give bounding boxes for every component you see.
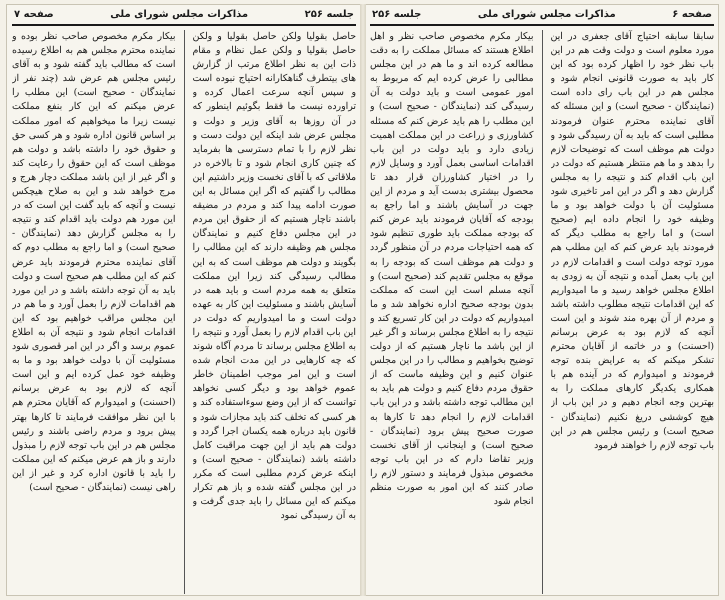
left-page-header — [10, 6, 358, 22]
right-header-rule — [370, 24, 714, 26]
left-header-title: مذاکرات مجلس شورای ملی — [110, 8, 249, 20]
left-page-number: صفحه ۷ — [14, 8, 54, 20]
left-column-2-text: بیکار مکرم مخصوص صاحب نظر بوده و نماینده محترم مجلس هم به اطلاع رسیده است که مطالب باید گفته شود و به آقای رئیس مجلس هم عرض شد (چند نفر از نمایندگان - صحیح است) این مطلب را عرض میکنم که این کار بنفع مملکت نیست زیرا ما میخواهیم که امور مملکت بر اساس قانون اداره شود و هر کسی حق و حقوق خود را داشته باشد و دولت هم موظف است که این حقوق را رعایت کند و اگر غیر از این باشد مملکت دچار هرج و مرج خواهد شد و این به صلاح هیچکس نیست و آنچه که باید گفت این است که در این مورد هم دولت باید اقدام کند و نتیجه را به مجلس گزارش دهد (نمایندگان - صحیح است) و اما راجع به مطلب دوم که آقای نماینده محترم فرمودند باید عرض کنم که این مطلب هم صحیح است و دولت باید به آن توجه داشته باشد و در این مورد هم اقدامات لازم را بعمل آورد و ما هم در این مجلس مراقب خواهیم بود که این اقدامات انجام شود و نتیجه آن به اطلاع عموم برسد و اگر در این امر قصوری شود مسئولیت آن با دولت خواهد بود و ما به وظیفه خود عمل کرده ایم و این است آنچه که لازم بود به عرض برسانم (احسنت) و امیدوارم که آقایان محترم هم با این نظر موافقت فرمایند تا کارها بهتر پیش برود و مردم راضی باشند و رئیس مجلس هم در این باب توجه لازم را مبذول دارند و باز هم عرض میکنم که این مملکت را باید با قانون اداره کرد و غیر از این راهی نیست (نمایندگان - صحیح است) — [12, 31, 176, 493]
left-column-1 — [193, 30, 357, 594]
page-gutter — [360, 4, 366, 596]
left-column-1-text: حاصل بقولیا ولکن حاصل بقولیا و ولکن حاصل بقولیا و ولکن عمل نظام و مقام ذات این به نظر اطلاع مرتب از گزارش های بیتطرف گناهکارانه احتیاج نبوده است و سپس آنچه سرعت اعمال کرده و تراورده نیست ما فقط بگوئیم اینطور که در آن روزها به آقای وزیر و دولت و مجلس عرض شد اینکه این دولت دست و نظر لازم را با تمام دسترسی ها بفرماید که چنین کاری انجام شود و تا بالاخره در ملاقاتی که با آقای نخست وزیر داشتیم این مطالب را گفتیم که اگر این مسائل به این صورت ادامه پیدا کند و مردم در مضیقه باشند ناچار هستیم که از حقوق این مردم در این مجلس دفاع کنیم و نمایندگان مجلس هم وظیفه دارند که این مطالب را بگویند و دولت هم موظف است که به این مطالب رسیدگی کند زیرا این مملکت متعلق به همه مردم است و باید همه در آسایش باشند و مسئولیت این کار به عهده دولت است و ما امیدواریم که دولت در این باب اقدام لازم را بعمل آورد و نتیجه را به اطلاع مجلس برساند تا مردم آگاه شوند که چه کارهایی در این مدت انجام شده است و این امر موجب اطمینان خاطر عموم خواهد بود و دیگر کسی نخواهد توانست که از این وضع سوءاستفاده کند و هر کسی که تخلف کند باید مجازات شود و قانون باید درباره همه یکسان اجرا گردد و دولت هم باید از این جهت مراقبت کامل داشته باشد (نمایندگان - صحیح است) و اینکه عرض کردم مطلبی است که مکرر در این مجلس گفته شده و باز هم تکرار میکنم که این مسائل را باید جدی گرفت و به آن رسیدگی نمود — [192, 31, 356, 522]
right-column-1 — [551, 30, 715, 594]
left-column-divider — [184, 30, 185, 594]
right-session-label: جلسه ۲۵۶ — [372, 8, 422, 20]
left-columns — [12, 30, 356, 594]
left-session-label: جلسه ۲۵۶ — [304, 8, 354, 20]
newspaper-spread — [6, 4, 719, 596]
left-page — [10, 4, 358, 596]
right-page-header — [368, 6, 716, 22]
right-page-number: صفحه ۶ — [672, 8, 712, 20]
right-page — [368, 4, 716, 596]
right-header-title: مذاکرات مجلس شورای ملی — [477, 8, 616, 20]
left-column-2 — [12, 30, 176, 594]
left-header-rule — [12, 24, 356, 26]
right-column-divider — [542, 30, 543, 594]
right-column-2-text: بیکار مکرم مخصوص صاحب نظر و اهل اطلاع هستند که مسائل مملکت را به دقت مطالعه کرده اند و ما هم در این مجلس مطالبی را عرض کرده ایم که مربوط به امور عمومی است و باید دولت به آن رسیدگی کند (نمایندگان - صحیح است) و این مطلب را هم باید عرض کنم که مسئله کشاورزی و زراعت در این مملکت اهمیت زیادی دارد و باید دولت در این باب اقدامات اساسی بعمل آورد و وسایل لازم را در اختیار کشاورزان قرار دهد تا محصول بیشتری بدست آید و مردم از این جهت در آسایش باشند و اما راجع به بودجه که آقایان فرمودند باید عرض کنم که بودجه مملکت باید طوری تنظیم شود که همه احتیاجات مردم در آن منظور گردد و دولت هم موظف است که بودجه را به موقع به مجلس تقدیم کند (صحیح است) و آنچه مسلم است این است که مملکت بدون بودجه صحیح اداره نخواهد شد و ما امیدواریم که دولت در این کار تسریع کند و نتیجه را به اطلاع مجلس برساند و اگر غیر از این باشد ما ناچار هستیم که از دولت توضیح بخواهیم و مطالب را در این مجلس عنوان کنیم و این وظیفه ماست که از حقوق مردم دفاع کنیم و دولت هم باید به این مطالب توجه داشته باشد و در این باب اقدامات لازم را انجام دهد تا کارها به صورت صحیح پیش برود (نمایندگان - صحیح است) و اینجانب از آقای نخست وزیر تقاضا دارم که در این باب توجه مخصوص مبذول فرمایند و دستور لازم را صادر کنند که این امور به صورت منظم انجام شود — [370, 31, 534, 508]
right-column-1-text: سابقا سابقه احتیاج آقای جعفری در این مورد معلوم است و دولت وقت هم در این باب نظر خود را اظهار کرده بود که این کار باید به صورت قانونی انجام شود و مجلس هم در این باب رای داده است (نمایندگان - صحیح است) و این مسئله که آقای نماینده محترم عنوان فرمودند مطلبی است که باید به آن رسیدگی شود و دولت هم موظف است که توضیحات لازم را بدهد و ما هم منتظر هستیم که دولت در این باب اقدام کند و نتیجه را به مجلس گزارش دهد و اگر در این امر تاخیری شود مسئولیت آن با دولت خواهد بود و ما وظیفه خود را انجام داده ایم (صحیح است) و اما راجع به مطلب دیگر که فرمودند باید عرض کنم که این مطلب هم مورد توجه دولت است و اقدامات لازم در این باب بعمل آمده و نتیجه آن به زودی به اطلاع مجلس خواهد رسید و ما امیدواریم که این اقدامات نتیجه مطلوب داشته باشد و مردم از آن بهره مند شوند و این است آنچه که لازم بود به عرض برسانم (احسنت) و در خاتمه از آقایان محترم تشکر میکنم که به عرایض بنده توجه فرمودند و امیدوارم که در آینده هم با همکاری یکدیگر کارهای مملکت را به بهترین وجه انجام دهیم و در این باب از هیچ کوششی دریغ نکنیم (نمایندگان - صحیح است) و رئیس مجلس هم در این باب توجه لازم را خواهند فرمود — [550, 31, 714, 451]
right-columns — [370, 30, 714, 594]
right-column-2 — [370, 30, 534, 594]
